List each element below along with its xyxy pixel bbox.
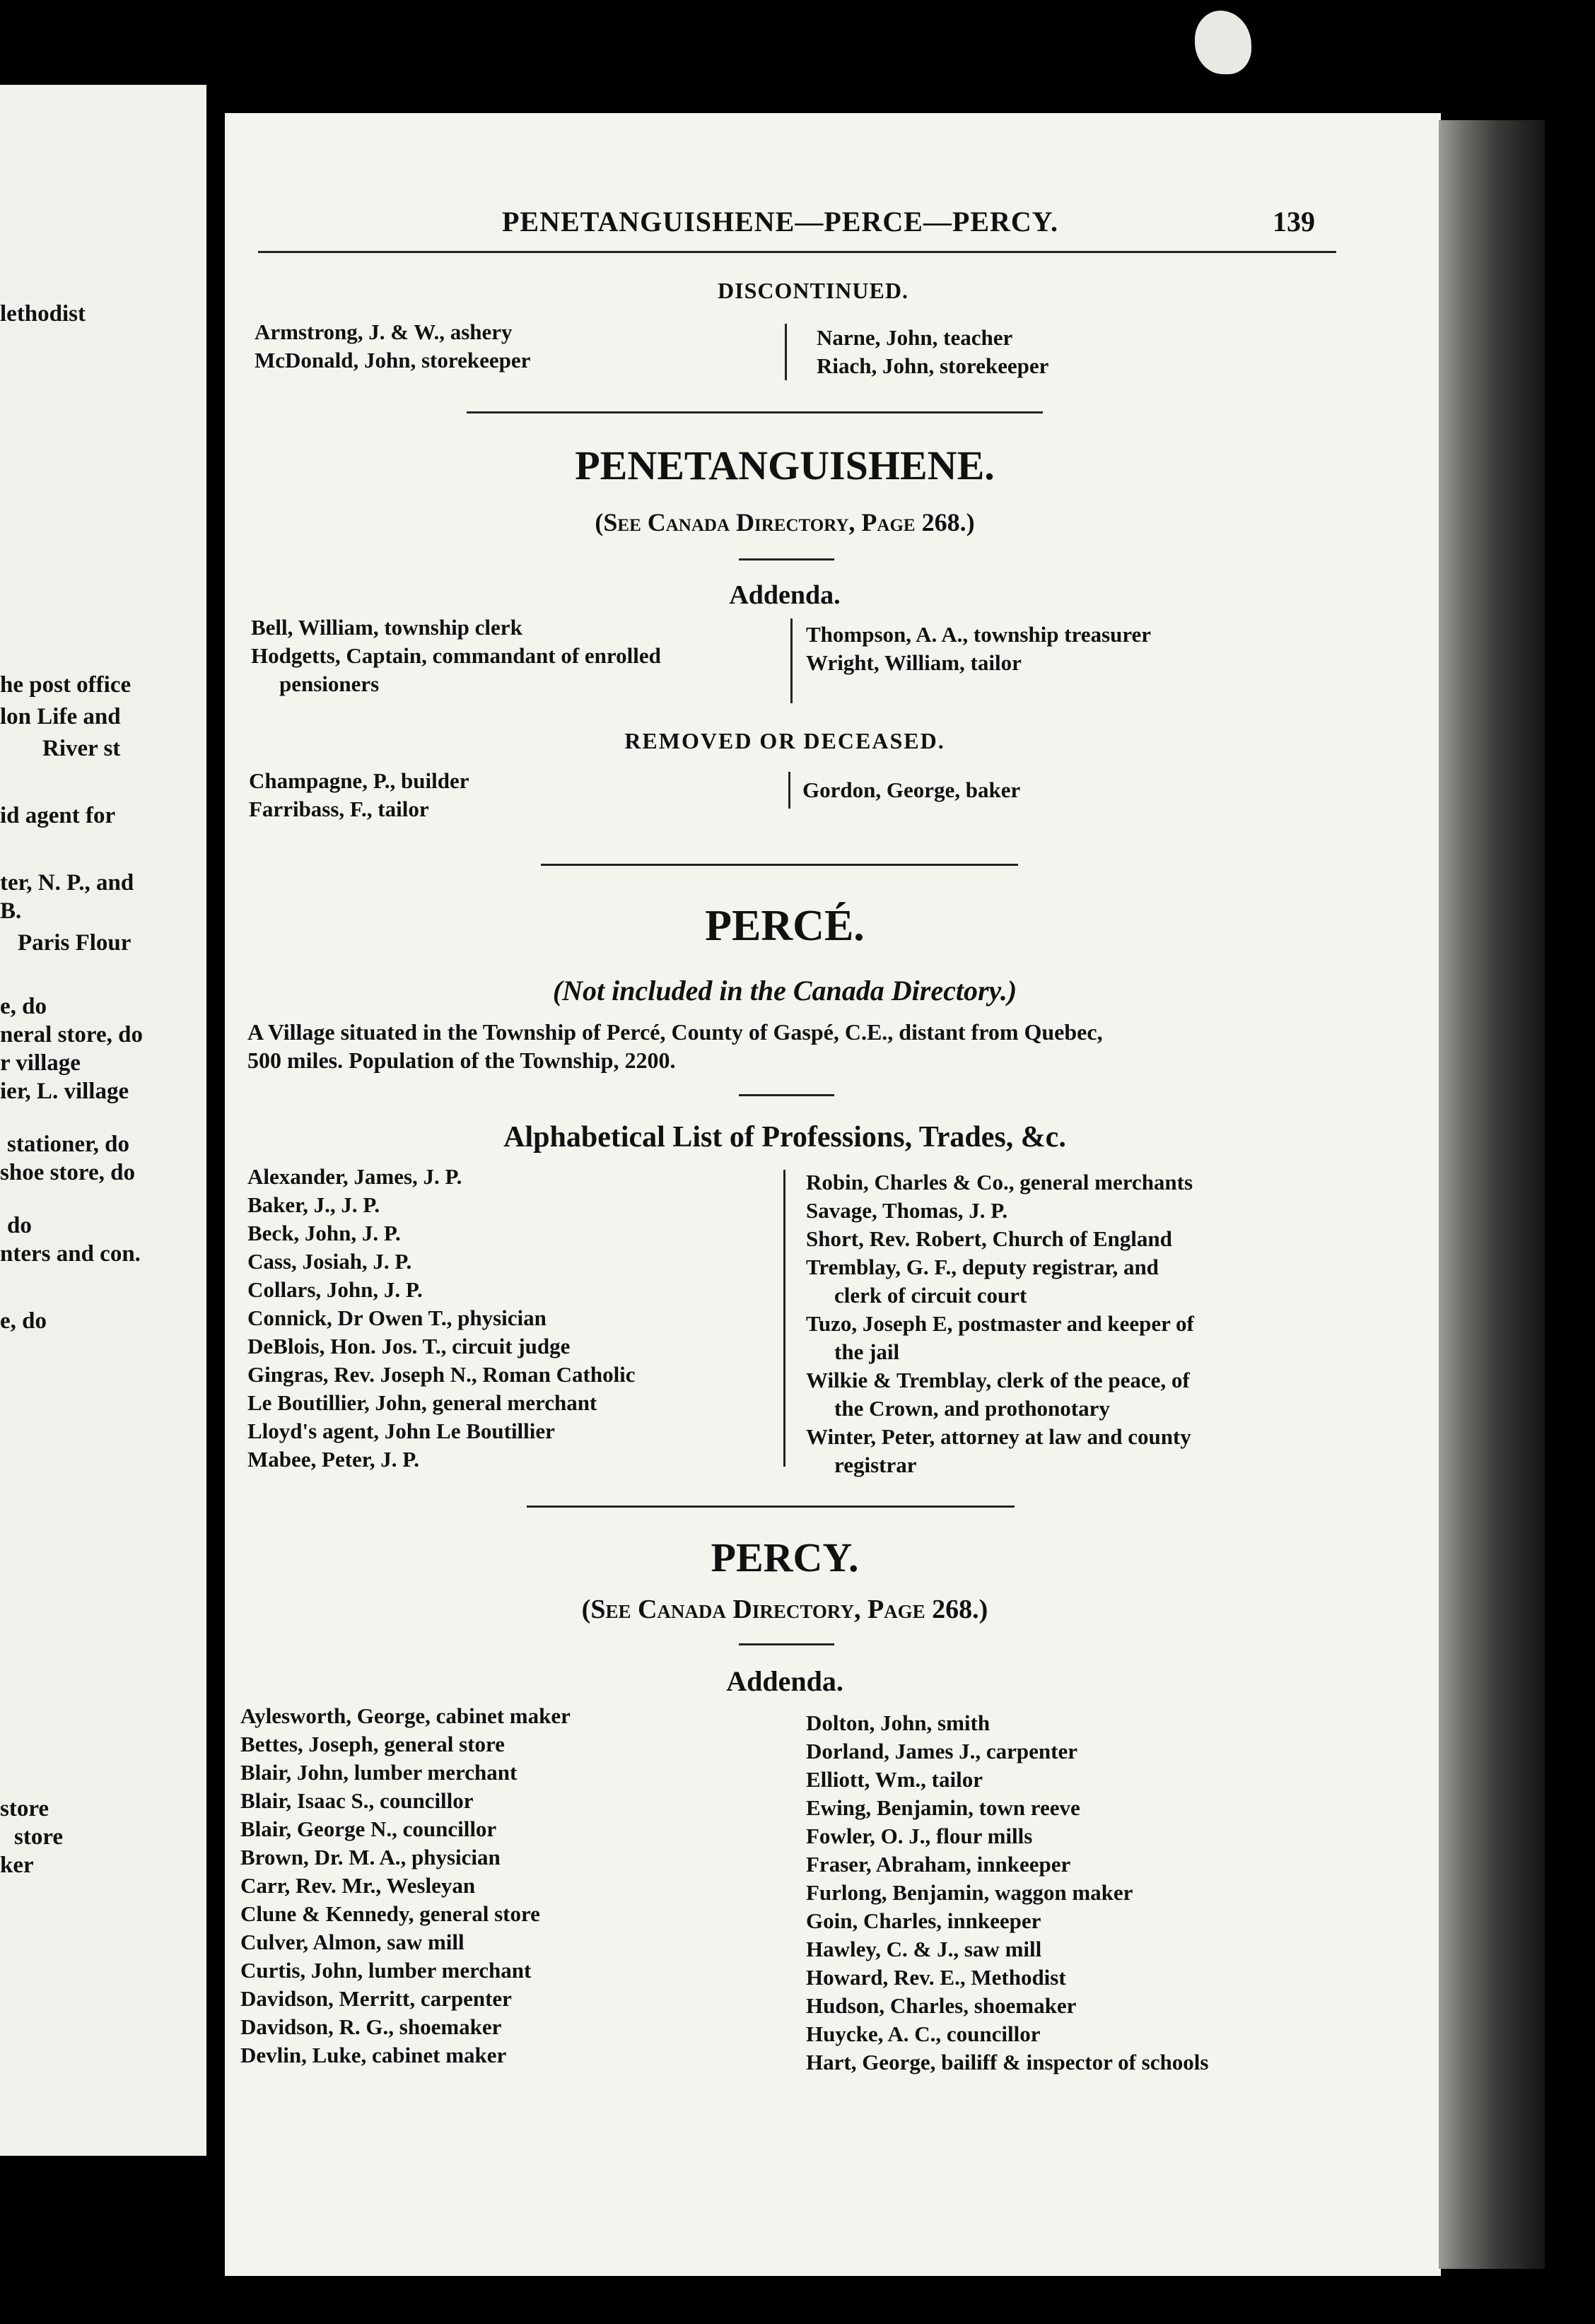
list-item: Davidson, R. G., shoemaker — [240, 2014, 502, 2039]
column-divider — [783, 1170, 785, 1467]
left-page-fragment — [0, 85, 206, 2156]
list-item: Hodgetts, Captain, commandant of enrolled — [251, 643, 661, 668]
section-rule — [527, 1506, 1015, 1508]
removed-right-column — [802, 776, 1020, 804]
percy-left-column — [240, 1702, 571, 2070]
short-rule — [739, 558, 834, 561]
addenda-heading: Addenda. — [729, 580, 841, 610]
left-fragment: e, do — [0, 1308, 47, 1334]
list-item: the Crown, and prothonotary — [834, 1396, 1110, 1421]
addenda-left-column — [251, 614, 661, 698]
list-item: Furlong, Benjamin, waggon maker — [806, 1880, 1133, 1905]
list-item: Robin, Charles & Co., general merchants — [806, 1170, 1193, 1195]
list-item: Bettes, Joseph, general store — [240, 1732, 505, 1756]
description-line: 500 miles. Population of the Township, 2200. — [247, 1047, 676, 1073]
section-title-penetanguishene: PENETANGUISHENE. — [575, 442, 995, 488]
list-item: Champagne, P., builder — [249, 768, 469, 793]
list-item: McDonald, John, storekeeper — [255, 348, 531, 372]
perce-right-column — [806, 1168, 1194, 1479]
list-item: Elliott, Wm., tailor — [806, 1767, 983, 1792]
list-item: Davidson, Merritt, carpenter — [240, 1986, 512, 2011]
list-item: Tuzo, Joseph E, postmaster and keeper of — [806, 1311, 1194, 1336]
list-item: Hudson, Charles, shoemaker — [806, 1993, 1077, 2018]
list-item: Wilkie & Tremblay, clerk of the peace, of — [806, 1368, 1190, 1392]
list-item: Curtis, John, lumber merchant — [240, 1958, 532, 1983]
list-item: Carr, Rev. Mr., Wesleyan — [240, 1873, 476, 1898]
list-item: Baker, J., J. P. — [247, 1192, 380, 1217]
left-fragment: lon Life and — [0, 704, 121, 729]
left-fragment: ter, N. P., and — [0, 870, 134, 896]
list-item: Blair, John, lumber merchant — [240, 1760, 518, 1785]
list-item: Riach, John, storekeeper — [817, 353, 1049, 378]
list-item: Wright, William, tailor — [806, 650, 1022, 675]
list-item: Alexander, James, J. P. — [247, 1164, 462, 1189]
section-rule — [541, 864, 1018, 866]
list-item: Gingras, Rev. Joseph N., Roman Catholic — [247, 1362, 636, 1387]
left-fragment: stationer, do — [7, 1132, 129, 1157]
list-item: DeBlois, Hon. Jos. T., circuit judge — [247, 1334, 571, 1358]
section-rule — [467, 411, 1043, 413]
perce-description — [247, 1018, 1103, 1074]
list-item: Aylesworth, George, cabinet maker — [240, 1703, 571, 1728]
left-fragment: he post office — [0, 672, 132, 698]
left-fragment: ier, L. village — [0, 1079, 129, 1104]
column-divider — [790, 618, 793, 703]
left-fragment: neral store, do — [0, 1022, 143, 1047]
list-item: Winter, Peter, attorney at law and county — [806, 1424, 1191, 1449]
left-fragment: id agent for — [0, 803, 116, 828]
page-number: 139 — [1273, 206, 1315, 237]
description-line: A Village situated in the Township of Percé, County of Gaspé, C.E., distant from Quebec, — [247, 1019, 1103, 1045]
list-item: Gordon, George, baker — [802, 777, 1021, 802]
left-fragment: store — [0, 1796, 49, 1821]
short-rule — [739, 1094, 834, 1096]
list-item: Lloyd's agent, John Le Boutillier — [247, 1419, 555, 1443]
list-item: Fowler, O. J., flour mills — [806, 1824, 1033, 1848]
section-title-percy: PERCY. — [711, 1534, 859, 1580]
left-fragment: River st — [42, 736, 121, 761]
list-item: Beck, John, J. P. — [247, 1221, 401, 1245]
left-fragment: store — [14, 1824, 64, 1850]
list-item: Brown, Dr. M. A., physician — [240, 1845, 501, 1870]
list-item: Armstrong, J. & W., ashery — [255, 319, 513, 344]
addenda-right-column — [806, 621, 1151, 677]
discontinued-right-column — [817, 324, 1048, 380]
list-item: Ewing, Benjamin, town reeve — [806, 1795, 1080, 1820]
left-fragment: r village — [0, 1050, 81, 1076]
list-item: Dolton, John, smith — [806, 1710, 991, 1735]
list-item: Howard, Rev. E., Methodist — [806, 1965, 1066, 1990]
left-fragment: Paris Flour — [18, 930, 132, 956]
list-item: Short, Rev. Robert, Church of England — [806, 1226, 1172, 1251]
left-fragment: lethodist — [0, 301, 86, 327]
list-item: Hart, George, bailiff & inspector of schools — [806, 2050, 1209, 2074]
list-item: Le Boutillier, John, general merchant — [247, 1390, 597, 1415]
see-directory-note: (See Canada Directory, Page 268.) — [581, 1595, 988, 1624]
percy-right-column — [806, 1709, 1208, 2077]
perce-left-column — [247, 1163, 636, 1474]
list-item: Cass, Josiah, J. P. — [247, 1249, 412, 1274]
list-item: Tremblay, G. F., deputy registrar, and — [806, 1255, 1159, 1279]
list-item: the jail — [834, 1339, 900, 1364]
list-item: pensioners — [279, 671, 380, 696]
left-fragment: B. — [0, 898, 22, 924]
left-fragment: ker — [0, 1853, 34, 1878]
list-item: Huycke, A. C., councillor — [806, 2021, 1041, 2046]
list-item: Connick, Dr Owen T., physician — [247, 1305, 547, 1330]
list-item: Thompson, A. A., township treasurer — [806, 622, 1152, 647]
list-item: Savage, Thomas, J. P. — [806, 1198, 1008, 1223]
list-item: Farribass, F., tailor — [249, 797, 429, 821]
header-title: PENETANGUISHENE—PERCE—PERCY. — [502, 206, 1059, 237]
discontinued-heading: DISCONTINUED. — [718, 278, 908, 303]
list-item: Bell, William, township clerk — [251, 615, 522, 640]
list-item: clerk of circuit court — [834, 1283, 1027, 1308]
list-item: Collars, John, J. P. — [247, 1277, 423, 1302]
left-fragment: e, do — [0, 994, 47, 1019]
left-fragment: nters and con. — [0, 1241, 141, 1267]
list-item: registrar — [834, 1452, 917, 1477]
list-item: Devlin, Luke, cabinet maker — [240, 2043, 507, 2067]
running-header — [276, 205, 1336, 240]
addenda-heading: Addenda. — [726, 1665, 843, 1697]
see-directory-note: (See Canada Directory, Page 268.) — [595, 508, 975, 536]
short-rule — [739, 1643, 834, 1645]
removed-heading: REMOVED OR DECEASED. — [624, 728, 945, 753]
alphabetical-list-heading: Alphabetical List of Professions, Trades, &c. — [503, 1121, 1066, 1154]
list-item: Goin, Charles, innkeeper — [806, 1908, 1041, 1933]
header-rule — [258, 251, 1336, 253]
list-item: Dorland, James J., carpenter — [806, 1739, 1077, 1763]
left-fragment: do — [7, 1213, 32, 1238]
left-fragment: shoe store, do — [0, 1160, 135, 1185]
list-item: Clune & Kennedy, general store — [240, 1901, 540, 1926]
paper-blot — [1195, 11, 1251, 74]
column-divider — [788, 772, 790, 809]
section-title-perce: PERCÉ. — [705, 902, 865, 950]
list-item: Hawley, C. & J., saw mill — [806, 1937, 1042, 1961]
page-spine-shadow — [1439, 120, 1545, 2269]
discontinued-left-column — [255, 318, 530, 375]
removed-left-column — [249, 767, 469, 823]
list-item: Mabee, Peter, J. P. — [247, 1447, 420, 1472]
list-item: Culver, Almon, saw mill — [240, 1930, 465, 1954]
list-item: Blair, George N., councillor — [240, 1817, 497, 1841]
list-item: Fraser, Abraham, innkeeper — [806, 1852, 1071, 1877]
list-item: Narne, John, teacher — [817, 325, 1013, 350]
not-included-note: (Not included in the Canada Directory.) — [552, 975, 1017, 1007]
column-divider — [785, 324, 787, 380]
list-item: Blair, Isaac S., councillor — [240, 1788, 474, 1813]
